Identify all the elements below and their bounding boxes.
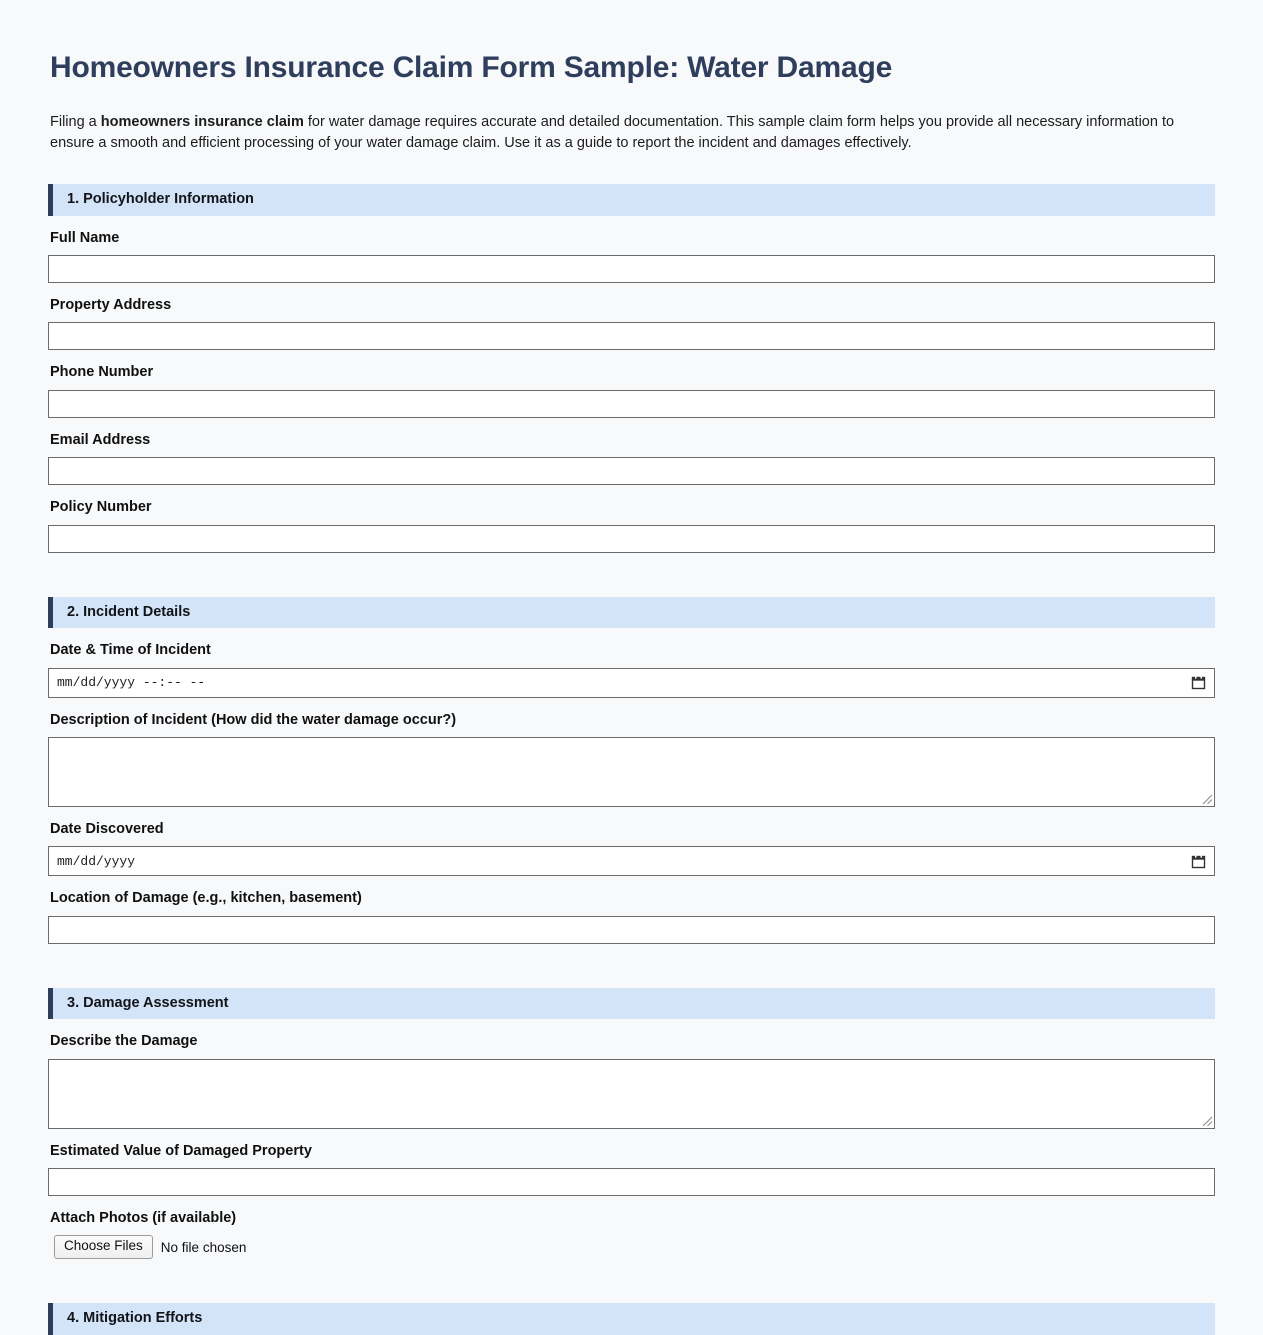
field-label-phone-number: Phone Number <box>50 364 154 381</box>
textarea-resize-handle[interactable] <box>1199 791 1213 805</box>
policy-number-input[interactable] <box>48 525 1215 553</box>
phone-number-input[interactable] <box>48 390 1215 418</box>
property-address-input[interactable] <box>48 322 1215 350</box>
field-date-time-of-incident <box>48 642 1215 697</box>
field-label-description-of-incident: Description of Incident (How did the water damage occur?) <box>50 711 457 728</box>
date-discovered-input[interactable] <box>48 846 1215 876</box>
date-time-placeholder-text: mm/dd/yyyy --:-- -- <box>57 675 206 690</box>
field-label-estimated-value-of-damaged-property: Estimated Value of Damaged Property <box>50 1142 312 1159</box>
field-property-address <box>48 297 1215 350</box>
section-heading-incident-details: 2. Incident Details <box>48 597 1215 629</box>
intro-text-before: Filing a <box>50 114 101 130</box>
file-chosen-status: No file chosen <box>160 1239 247 1255</box>
page-title: Homeowners Insurance Claim Form Sample: Water Damage <box>50 51 893 84</box>
location-of-damage-input[interactable] <box>48 916 1215 944</box>
estimated-value-input[interactable] <box>48 1168 1215 1196</box>
calendar-icon[interactable] <box>1191 675 1206 690</box>
field-label-email-address: Email Address <box>50 431 151 448</box>
field-label-policy-number: Policy Number <box>50 499 152 516</box>
choose-files-button[interactable]: Choose Files <box>54 1235 153 1259</box>
field-label-describe-the-damage: Describe the Damage <box>50 1033 198 1050</box>
attach-photos-file-input[interactable] <box>54 1235 1215 1259</box>
field-location-of-damage <box>48 890 1215 943</box>
intro-text-after: for water damage requires accurate and detailed documentation. This sample claim form helps you provide all necessary information to ensure a smooth and efficient processing of your water damage claim. Use it as a guide to report the incident and damages effectively. <box>50 114 1175 152</box>
intro-text-bold: homeowners insurance claim <box>100 114 304 130</box>
date-discovered-placeholder-text: mm/dd/yyyy <box>57 853 136 869</box>
section-heading-policyholder-information: 1. Policyholder Information <box>48 184 1215 216</box>
field-attach-photos <box>48 1210 1215 1259</box>
field-description-of-incident <box>48 712 1215 807</box>
email-address-input[interactable] <box>48 457 1215 485</box>
date-time-of-incident-input[interactable] <box>48 668 1215 698</box>
field-policy-number <box>48 499 1215 552</box>
field-describe-the-damage <box>48 1033 1215 1128</box>
section-heading-damage-assessment: 3. Damage Assessment <box>48 988 1215 1020</box>
textarea-resize-handle[interactable] <box>1199 1113 1213 1127</box>
field-full-name <box>48 230 1215 283</box>
field-label-full-name: Full Name <box>50 229 120 246</box>
intro-paragraph <box>50 112 1200 154</box>
full-name-input[interactable] <box>48 255 1215 283</box>
field-phone-number <box>48 364 1215 417</box>
field-label-date-discovered: Date Discovered <box>50 820 164 837</box>
field-date-discovered <box>48 821 1215 876</box>
field-estimated-value-of-damaged-property <box>48 1143 1215 1196</box>
field-label-attach-photos: Attach Photos (if available) <box>50 1210 237 1227</box>
describe-the-damage-textarea[interactable] <box>48 1059 1215 1129</box>
field-label-location-of-damage: Location of Damage (e.g., kitchen, basement) <box>50 890 362 907</box>
field-label-property-address: Property Address <box>50 296 172 313</box>
calendar-icon[interactable] <box>1191 854 1206 869</box>
field-email-address <box>48 432 1215 485</box>
field-label-date-time-of-incident: Date & Time of Incident <box>50 642 211 659</box>
section-heading-mitigation-efforts: 4. Mitigation Efforts <box>48 1303 1215 1335</box>
description-of-incident-textarea[interactable] <box>48 737 1215 807</box>
